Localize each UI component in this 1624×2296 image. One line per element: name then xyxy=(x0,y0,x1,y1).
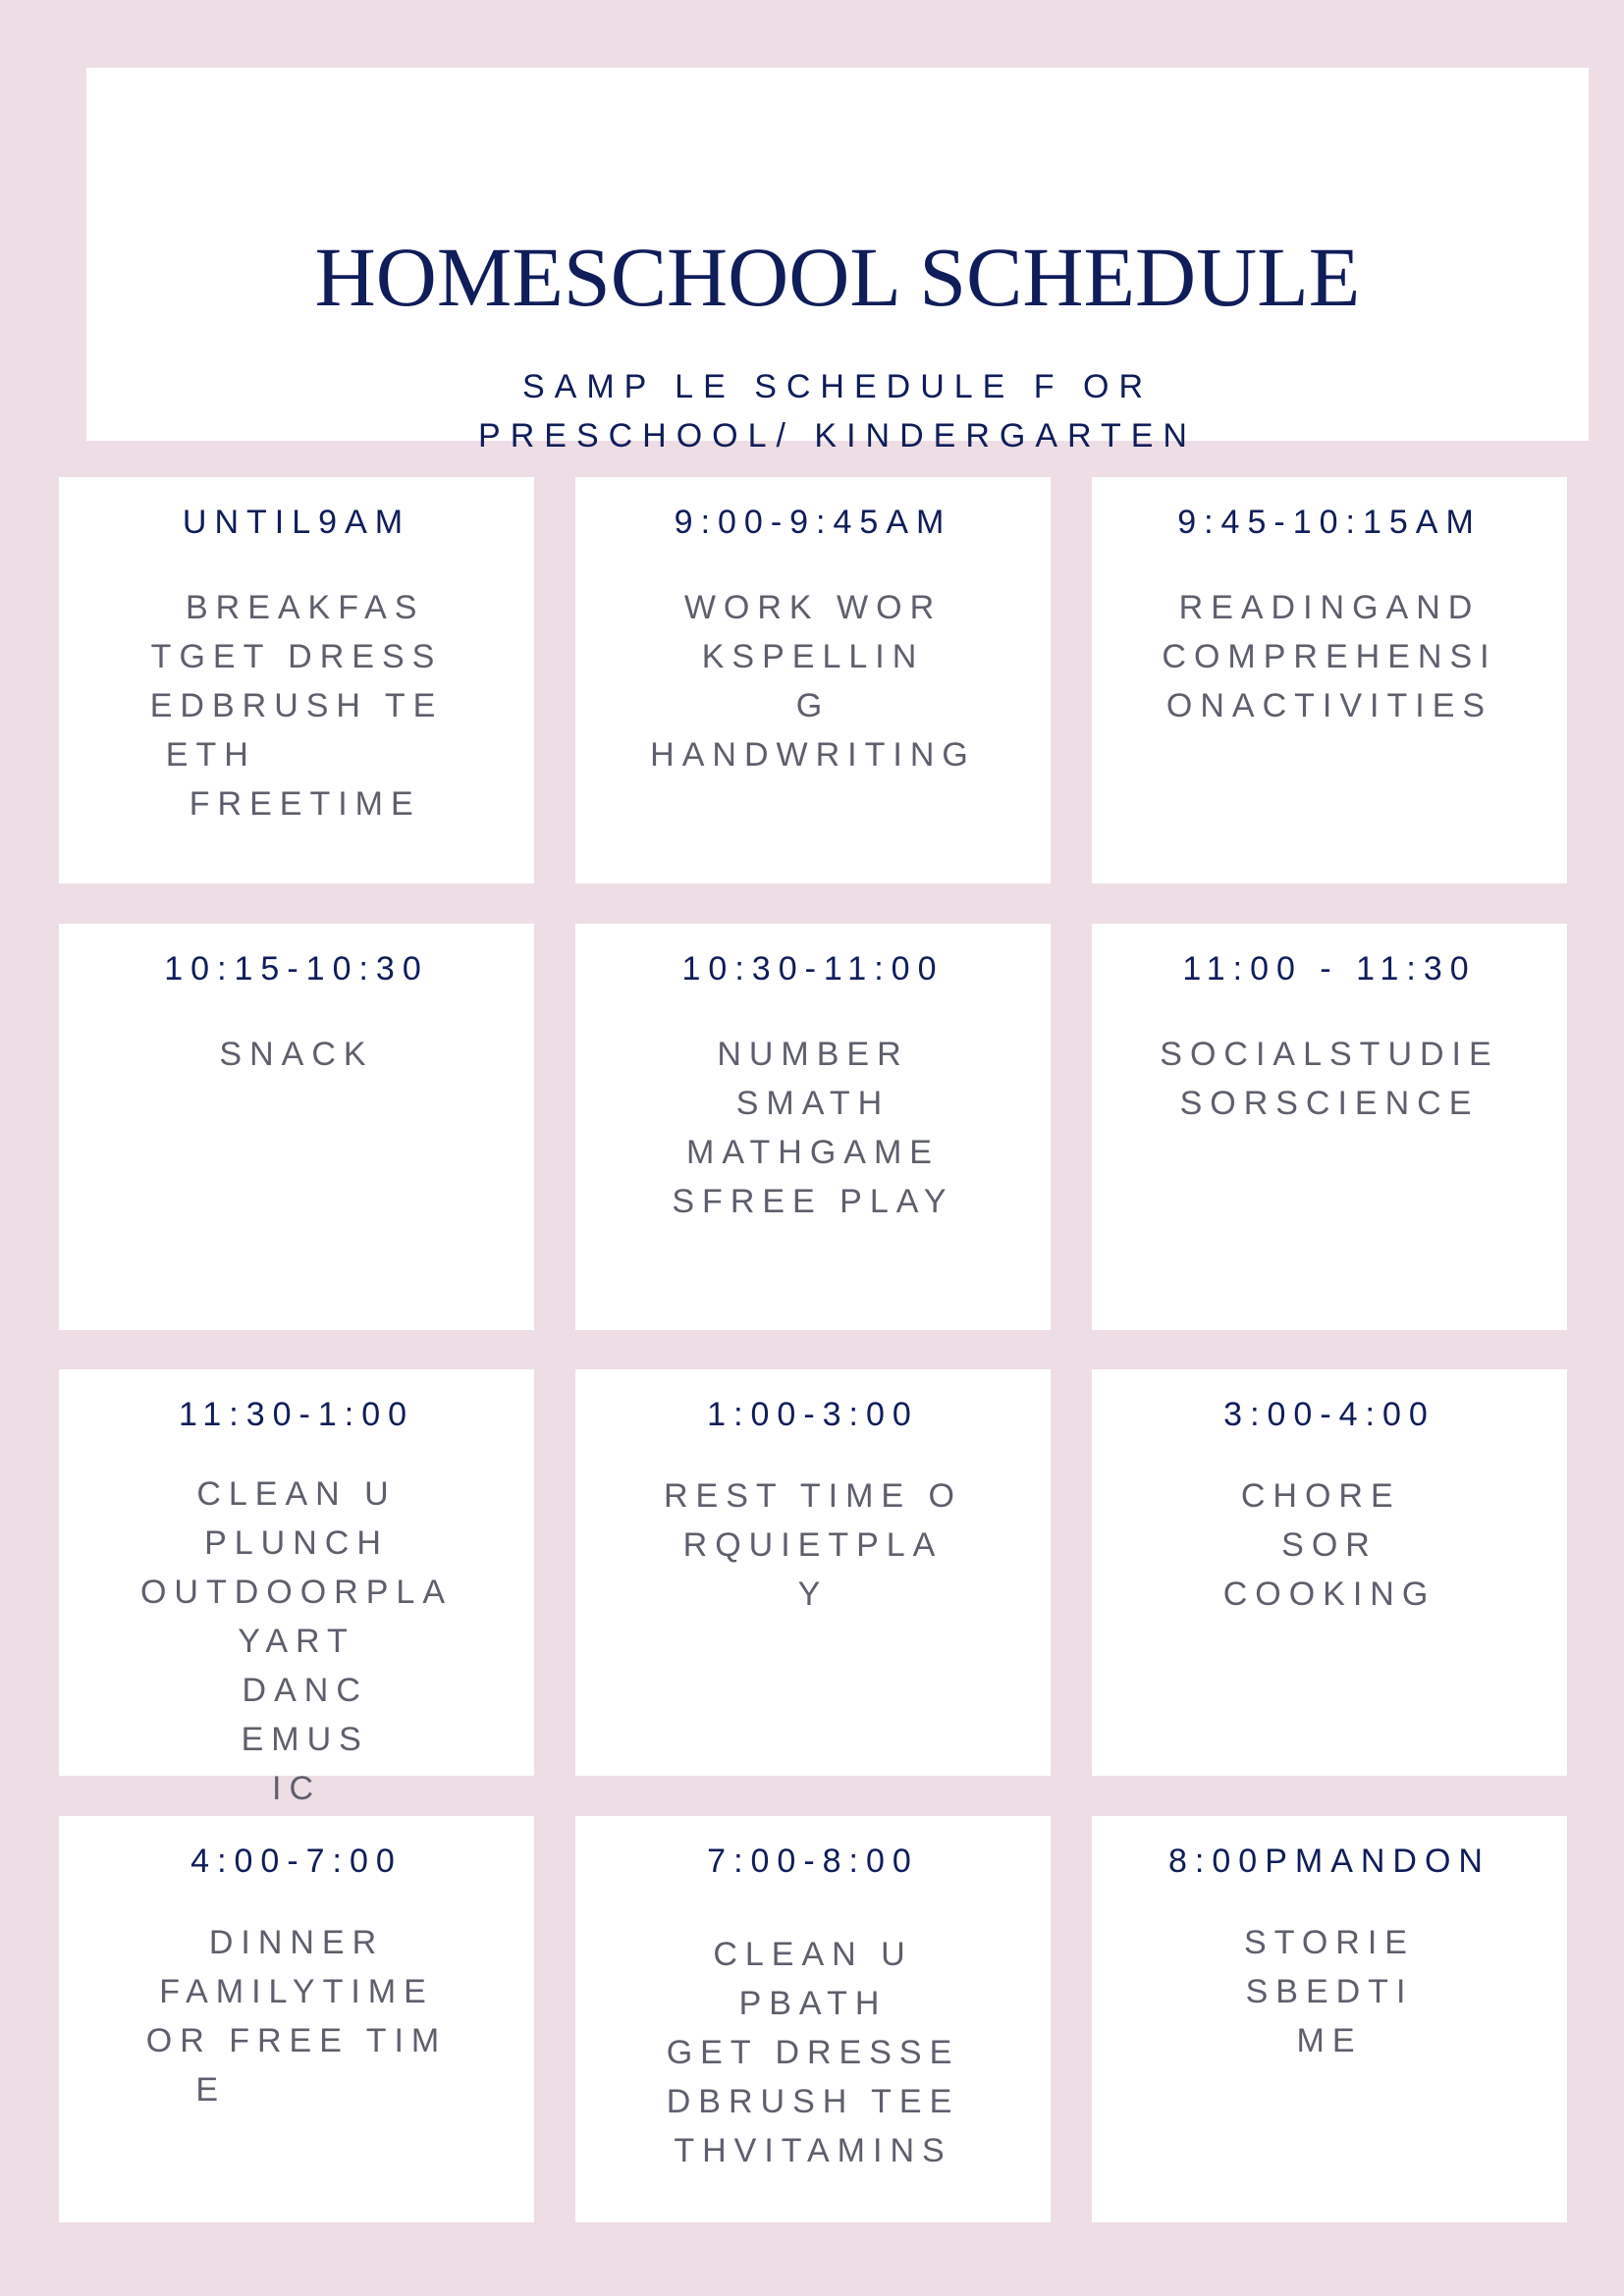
activity-line: EDBRUSH TE xyxy=(149,687,444,724)
activity-line: READINGAND xyxy=(1178,589,1481,626)
activity-line: OR FREE TIM xyxy=(145,2022,448,2059)
schedule-card-10-30 xyxy=(575,924,1051,1330)
activity-line: ME xyxy=(1296,2022,1363,2059)
card-activity xyxy=(1092,583,1567,730)
page-subtitle xyxy=(86,362,1589,460)
card-activity xyxy=(1092,1030,1567,1128)
card-activity xyxy=(59,1918,534,2114)
card-time: 9:45-10:15AM xyxy=(1177,504,1482,541)
schedule-card-1-00 xyxy=(575,1369,1051,1776)
schedule-card-until-9am xyxy=(59,477,534,883)
schedule-card-9-45 xyxy=(1092,477,1567,883)
activity-line: DINNER xyxy=(208,1924,385,1961)
card-time: 11:30-1:00 xyxy=(178,1396,415,1433)
activity-line: SOR xyxy=(1281,1526,1378,1564)
activity-line: PLUNCH xyxy=(204,1524,389,1562)
activity-line: SFREE PLAY xyxy=(672,1183,954,1220)
schedule-card-11-00 xyxy=(1092,924,1567,1330)
activity-line: REST TIME O xyxy=(663,1477,962,1515)
subtitle-line-2: PRESCHOOL/ KINDERGARTEN xyxy=(478,417,1197,454)
activity-line: Y xyxy=(797,1575,829,1613)
card-time: 11:00 - 11:30 xyxy=(1182,950,1477,988)
card-activity xyxy=(575,1030,1051,1226)
card-time: 9:00-9:45AM xyxy=(674,504,952,541)
header-panel xyxy=(86,68,1589,454)
activity-line: RQUIETPLA xyxy=(682,1526,944,1564)
card-activity xyxy=(59,1469,534,1813)
activity-line: YART xyxy=(238,1623,355,1660)
schedule-card-10-15 xyxy=(59,924,534,1330)
card-time: 1:00-3:00 xyxy=(707,1396,919,1433)
activity-line: SOCIALSTUDIE xyxy=(1160,1036,1499,1073)
activity-line: ETH xyxy=(165,736,428,774)
activity-line: CLEAN U xyxy=(196,1475,397,1513)
card-time: 10:30-11:00 xyxy=(681,950,945,988)
activity-line: FAMILYTIME xyxy=(159,1973,434,2010)
activity-line: COOKING xyxy=(1222,1575,1436,1613)
schedule-card-4-00 xyxy=(59,1816,534,2222)
card-activity xyxy=(1092,1918,1567,2065)
activity-line: CHORE xyxy=(1240,1477,1419,1515)
activity-line: KSPELLIN xyxy=(701,638,925,675)
card-activity xyxy=(59,1030,534,1079)
activity-line: SORSCIENCE xyxy=(1179,1085,1480,1122)
activity-line: PBATH xyxy=(738,1985,888,2022)
card-activity xyxy=(575,1930,1051,2175)
activity-line: TGET DRESS xyxy=(150,638,443,675)
activity-line: DBRUSH TEE xyxy=(666,2083,960,2120)
card-activity xyxy=(575,1471,1051,1619)
card-time: 10:15-10:30 xyxy=(164,950,429,988)
activity-line: HANDWRITING xyxy=(650,736,976,774)
activity-line: E xyxy=(195,2071,398,2109)
card-time: UNTIL9AM xyxy=(182,504,411,541)
card-time: 3:00-4:00 xyxy=(1223,1396,1435,1433)
page-title: HOMESCHOOL SCHEDULE xyxy=(314,230,1361,324)
activity-line: SBEDTI xyxy=(1245,1973,1414,2010)
activity-line: G xyxy=(795,687,831,724)
activity-line: WORK WOR xyxy=(683,589,943,626)
activity-line: OUTDOORPLA xyxy=(139,1574,454,1611)
activity-line: STORIE xyxy=(1244,1924,1415,1961)
schedule-card-9-00 xyxy=(575,477,1051,883)
activity-line: EMUS xyxy=(224,1721,369,1758)
activity-line: GET DRESSE xyxy=(666,2034,960,2071)
activity-line: ONACTIVITIES xyxy=(1165,687,1493,724)
activity-line: SMATH xyxy=(735,1085,891,1122)
activity-line: NUMBER xyxy=(717,1036,909,1073)
activity-line: CLEAN U xyxy=(713,1936,913,1973)
card-time: 8:00PMANDON xyxy=(1168,1842,1490,1880)
card-activity xyxy=(1092,1471,1567,1619)
card-time: 7:00-8:00 xyxy=(707,1842,919,1880)
card-activity xyxy=(575,583,1051,779)
subtitle-line-1: SAMP LE SCHEDULE F OR xyxy=(521,368,1154,405)
activity-line: SNACK xyxy=(219,1036,374,1073)
activity-line: DANC xyxy=(225,1672,368,1709)
schedule-card-11-30 xyxy=(59,1369,534,1807)
card-time: 4:00-7:00 xyxy=(190,1842,403,1880)
schedule-card-3-00 xyxy=(1092,1369,1567,1776)
schedule-card-8-00 xyxy=(1092,1816,1567,2222)
activity-line: IC xyxy=(272,1770,321,1807)
schedule-card-7-00 xyxy=(575,1816,1051,2222)
activity-line: THVITAMINS xyxy=(674,2132,952,2169)
activity-line: MATHGAME xyxy=(686,1134,940,1171)
card-activity xyxy=(59,583,534,828)
activity-line: COMPREHENSI xyxy=(1162,638,1497,675)
activity-line: FREETIME xyxy=(172,785,421,823)
activity-line: BREAKFAS xyxy=(168,589,425,626)
